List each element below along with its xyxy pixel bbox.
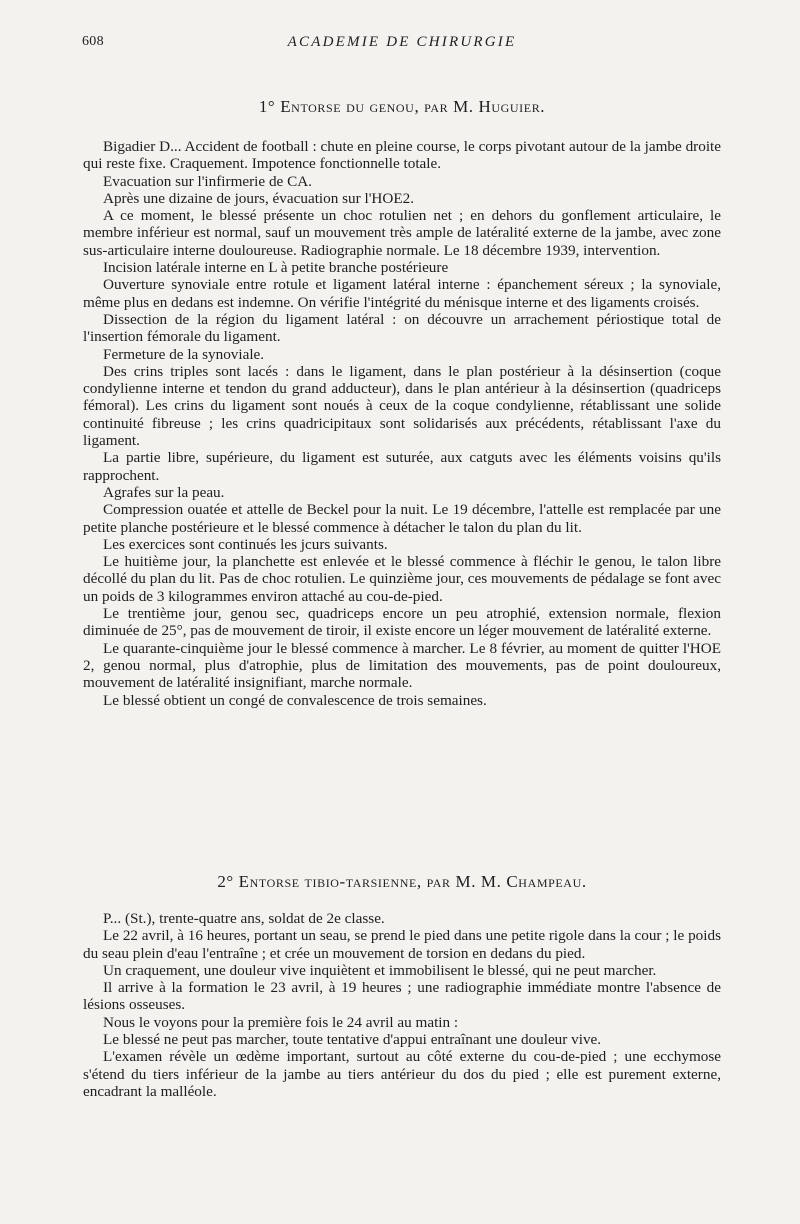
paragraph: Des crins triples sont lacés : dans le ligament, dans le plan postérieur à la désinsertion (coque condylienne interne et tendon du grand adducteur), dans le plan antérieur à la désinsertion (quadriceps fémoral). Les crins du ligament sont noués à ceux de la coque condylienne, rétablissant une solide continuité fibreuse ; les crins quadricipitaux sont solidarisés aux précédents, rétablissant l'axe du ligament. bbox=[83, 362, 721, 450]
page-number: 608 bbox=[82, 34, 104, 49]
section-title bbox=[83, 871, 721, 893]
paragraph: Le trentième jour, genou sec, quadriceps encore un peu atrophié, extension normale, flexion diminuée de 25°, pas de mouvement de tiroir, il existe encore un léger mouvement de latéralité externe. bbox=[83, 605, 721, 640]
paragraph: A ce moment, le blessé présente un choc rotulien net ; en dehors du gonflement articulaire, le membre inférieur est normal, sauf un mouvement très ample de latéralité externe de la jambe, avec zone sus-articulaire interne douloureuse. Radiographie normale. Le 18 décembre 1939, intervention. bbox=[83, 207, 721, 259]
paragraph: Le huitième jour, la planchette est enlevée et le blessé commence à fléchir le genou, le talon libre décollé du plan du lit. Pas de choc rotulien. Le quinzième jour, ces mouvements de pédalage se font avec un poids de 3 kilogrammes environ attaché au cou-de-pied. bbox=[83, 553, 721, 605]
paragraph: La partie libre, supérieure, du ligament est suturée, aux catguts avec les éléments voisins qu'ils rapprochent. bbox=[83, 449, 721, 484]
paragraph: Fermeture de la synoviale. bbox=[103, 345, 265, 363]
paragraph: Agrafes sur la peau. bbox=[103, 483, 225, 501]
section-body bbox=[83, 910, 721, 1100]
paragraph: Ouverture synoviale entre rotule et ligament latéral interne : épanchement séreux ; la synoviale, même plus en dedans est indemne. On vérifie l'intégrité du ménisque interne et des ligaments croisés. bbox=[83, 276, 721, 311]
paragraph: Le blessé obtient un congé de convalescence de trois semaines. bbox=[103, 691, 487, 709]
paragraph: Il arrive à la formation le 23 avril, à 19 heures ; une radiographie immédiate montre l'absence de lésions osseuses. bbox=[83, 979, 721, 1014]
page-header bbox=[82, 34, 722, 54]
paragraph: Dissection de la région du ligament latéral : on découvre un arrachement périostique total de l'insertion fémorale du ligament. bbox=[83, 310, 721, 346]
paragraph: Le quarante-cinquième jour le blessé commence à marcher. Le 8 février, au moment de quitter l'HOE 2, genou normal, plus d'atrophie, plus de limitation des mouvements, pas de point douloureux, mouvement de latéralité insignifiant, marche normale. bbox=[83, 639, 721, 692]
paragraph: Les exercices sont continués les jcurs suivants. bbox=[103, 535, 388, 553]
section-knee-sprain bbox=[83, 96, 721, 709]
author-prefix: M. M. bbox=[455, 872, 502, 891]
paragraph: Evacuation sur l'infirmerie de CA. bbox=[103, 172, 312, 190]
author-prefix: M. bbox=[453, 97, 474, 116]
author-name: Huguier. bbox=[478, 97, 546, 116]
paragraph: L'examen révèle un œdème important, surtout au côté externe du cou-de-pied ; une ecchymose s'étend du tiers inférieur de la jambe au tiers antérieur du dos du pied ; elle est purement externe, encadrant la malléole. bbox=[83, 1048, 721, 1100]
author-name: Champeau. bbox=[506, 872, 587, 891]
section-heading-text: Entorse du genou, par bbox=[280, 97, 449, 116]
section-title bbox=[83, 96, 721, 118]
paragraph: Compression ouatée et attelle de Beckel pour la nuit. Le 19 décembre, l'attelle est remplacée par une petite planche postérieure et le blessé commence à détacher le talon du plan du lit. bbox=[83, 501, 721, 536]
section-body bbox=[83, 138, 721, 709]
paragraph: P... (St.), trente-quatre ans, soldat de 2e classe. bbox=[103, 910, 385, 927]
section-ankle-sprain bbox=[83, 871, 721, 1100]
paragraph: Incision latérale interne en L à petite branche postérieure bbox=[103, 259, 449, 277]
running-title: ACADEMIE DE CHIRURGIE bbox=[287, 34, 517, 50]
paragraph: Le blessé ne peut pas marcher, toute tentative d'appui entraînant une douleur vive. bbox=[103, 1031, 602, 1049]
section-number: 2° bbox=[217, 872, 234, 891]
section-number: 1° bbox=[258, 97, 276, 116]
paragraph: Le 22 avril, à 16 heures, portant un seau, se prend le pied dans une petite rigole dans la cour ; le poids du seau plein d'eau l'entraîne ; et crée un mouvement de torsion en dedans du pied. bbox=[83, 927, 721, 962]
paragraph: Après une dizaine de jours, évacuation sur l'HOE2. bbox=[103, 189, 415, 207]
paragraph: Nous le voyons pour la première fois le 24 avril au matin : bbox=[103, 1013, 459, 1031]
paragraph: Bigadier D... Accident de football : chute en pleine course, le corps pivotant autour de la jambe droite qui reste fixe. Craquement. Impotence fonctionnelle totale. bbox=[83, 138, 721, 173]
section-heading-text: Entorse tibio-tarsienne, par bbox=[238, 872, 451, 891]
paragraph: Un craquement, une douleur vive inquiètent et immobilisent le blessé, qui ne peut marcher. bbox=[103, 961, 657, 979]
